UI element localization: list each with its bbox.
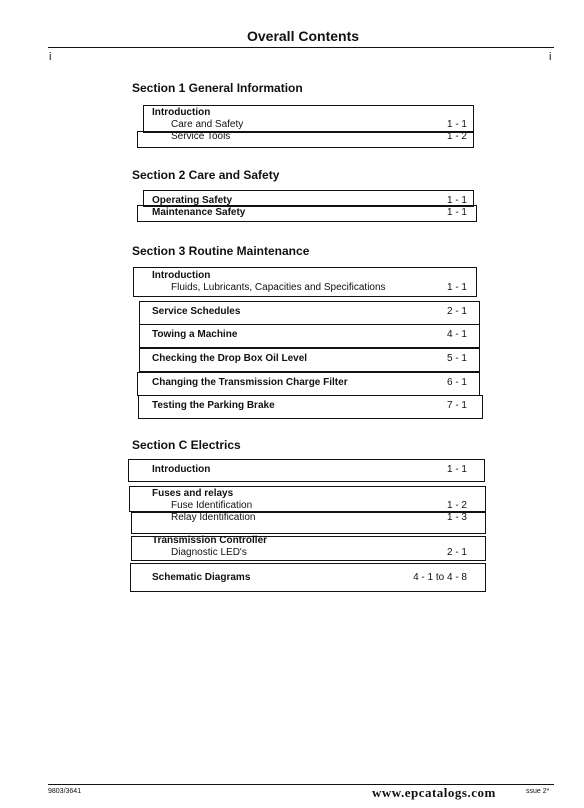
page-number-left: i <box>49 51 52 63</box>
toc-item-page: 1 - 2 <box>446 131 467 142</box>
toc-group-label[interactable]: Introduction <box>152 107 211 118</box>
section-c-heading: Section C Electrics <box>132 438 241 452</box>
footer-watermark: www.epcatalogs.com <box>372 785 496 800</box>
toc-entry-label[interactable]: Maintenance Safety <box>152 207 246 218</box>
toc-item-label[interactable]: Relay Identification <box>171 512 256 523</box>
toc-item-label[interactable]: Fuse Identification <box>171 500 253 511</box>
toc-entry-page: 6 - 1 <box>446 377 467 388</box>
toc-entry-label[interactable]: Towing a Machine <box>152 329 238 340</box>
toc-item-label[interactable]: Diagnostic LED's <box>171 547 247 558</box>
toc-group-label[interactable]: Fuses and relays <box>152 488 234 499</box>
section-1-heading: Section 1 General Information <box>132 81 303 95</box>
toc-entry-page: 2 - 1 <box>446 306 467 317</box>
toc-item-label[interactable]: Service Tools <box>171 131 231 142</box>
toc-item-label[interactable]: Care and Safety <box>171 119 244 130</box>
footer-issue: ssue 2* <box>526 788 550 795</box>
toc-entry-page: 7 - 1 <box>446 400 467 411</box>
toc-entry-page: 1 - 1 <box>446 207 467 218</box>
toc-item-page: 1 - 3 <box>446 512 467 523</box>
toc-entry-label[interactable]: Operating Safety <box>152 195 233 206</box>
toc-entry-page: 4 - 1 <box>446 329 467 340</box>
toc-entry-label[interactable]: Checking the Drop Box Oil Level <box>152 353 308 364</box>
page-title: Overall Contents <box>246 28 360 44</box>
toc-item-label[interactable]: Fluids, Lubricants, Capacities and Specifications <box>171 282 386 293</box>
toc-entry-page: 4 - 1 to 4 - 8 <box>413 572 467 583</box>
toc-entry-label[interactable]: Introduction <box>152 464 211 475</box>
toc-entry-label[interactable]: Testing the Parking Brake <box>152 400 275 411</box>
toc-entry-label[interactable]: Service Schedules <box>152 306 241 317</box>
page-number-right: i <box>549 51 552 63</box>
toc-item-page: 1 - 1 <box>446 282 467 293</box>
footer-doc-number: 9803/3641 <box>48 788 82 795</box>
toc-item-page: 1 - 1 <box>446 119 467 130</box>
toc-entry-label[interactable]: Schematic Diagrams <box>152 572 251 583</box>
toc-entry-label[interactable]: Changing the Transmission Charge Filter <box>152 377 348 388</box>
toc-group-label[interactable]: Transmission Controller <box>152 535 268 546</box>
toc-item-page: 1 - 2 <box>446 500 467 511</box>
toc-entry-page: 5 - 1 <box>446 353 467 364</box>
section-3-heading: Section 3 Routine Maintenance <box>132 244 310 258</box>
toc-item-page: 2 - 1 <box>446 547 467 558</box>
header-rule <box>48 47 554 48</box>
toc-group-label[interactable]: Introduction <box>152 270 211 281</box>
toc-entry-page: 1 - 1 <box>446 464 467 475</box>
toc-entry-page: 1 - 1 <box>446 195 467 206</box>
section-2-heading: Section 2 Care and Safety <box>132 168 280 182</box>
